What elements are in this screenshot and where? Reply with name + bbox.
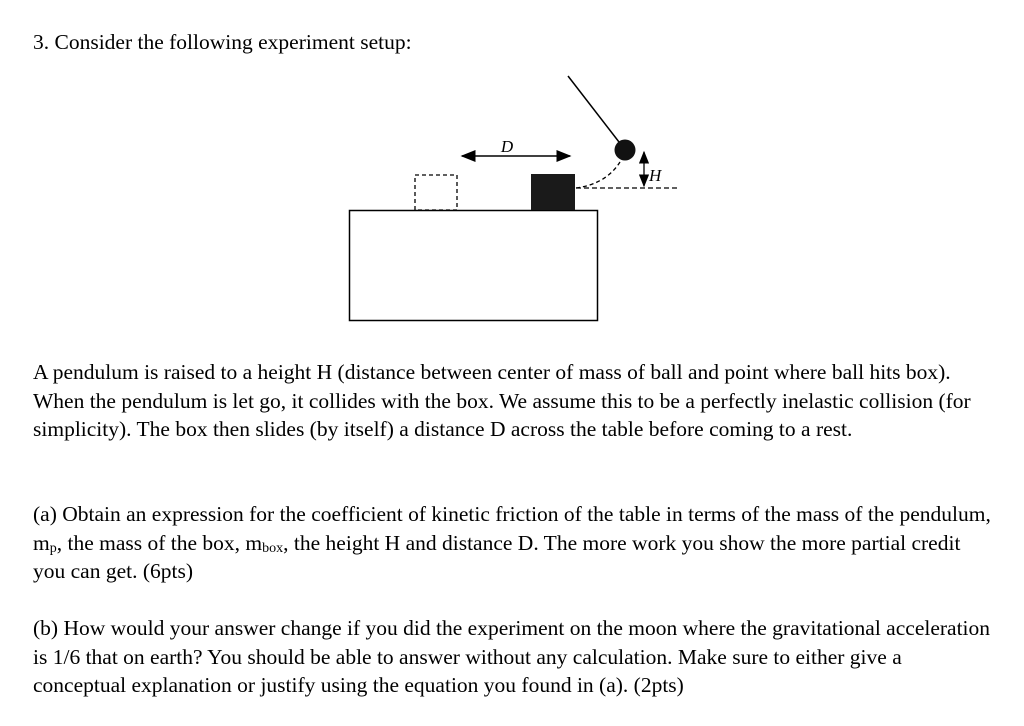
part-a-text-2: , the mass of the box, m: [56, 530, 263, 555]
box: [531, 174, 575, 210]
experiment-diagram: [0, 0, 1024, 340]
pendulum-string: [568, 76, 619, 142]
part-a-text-1: (a) Obtain an expression for the coefficient of kinetic friction of the table in terms of the mass of the pendulum, m: [33, 502, 991, 555]
question-heading: 3. Consider the following experiment setup:: [33, 30, 412, 54]
part-a-text-3: , the height H and distance D. The more work you show the more partial credit you can get. (6pts): [33, 530, 961, 583]
intro-paragraph: A pendulum is raised to a height H (distance between center of mass of ball and point where ball hits box). When the pendulum is let go, it collides with the box. We assume this to be a perfectly inelastic collision (for simplicity). The box then slides (by itself) a distance D across the table before coming to a rest.: [33, 360, 971, 441]
swing-path: [576, 162, 620, 188]
initial-box-outline: [415, 175, 457, 210]
pendulum-ball: [615, 140, 636, 161]
d-label: D: [500, 137, 514, 156]
part-a: [33, 500, 998, 586]
table: [350, 211, 598, 321]
subscript-box: box: [262, 540, 284, 556]
h-label: H: [649, 166, 662, 185]
subscript-p: p: [49, 540, 57, 556]
part-b: (b) How would your answer change if you did the experiment on the moon where the gravitational acceleration is 1/6 that on earth? You should be able to answer without any calculation. Make sure to either give a conceptual explanation or justify using the equation you found in (a). (2pts): [33, 616, 991, 697]
